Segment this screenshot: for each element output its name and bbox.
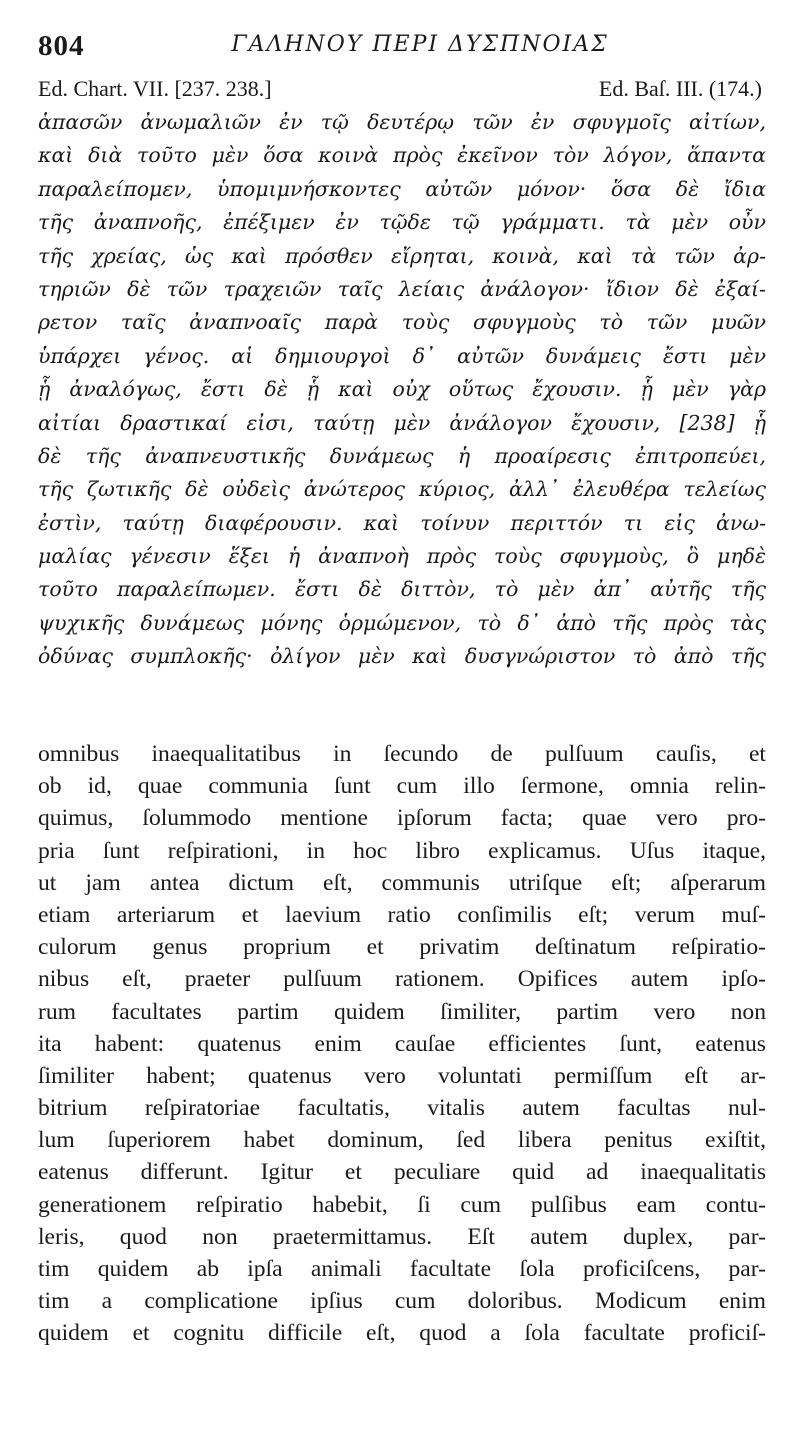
latin-text-line: tim quidem ab ipſa animali facultate ſola proficiſcens, par-: [38, 1256, 766, 1282]
greek-text-line: τῆς ἀναπνοῆς, ἐπέξιμεν ἐν τῷδε τῷ γράμματι. τὰ μὲν οὖν: [38, 210, 766, 235]
latin-text-line: etiam arteriarum et laevium ratio conſimilis eſt; verum muſ-: [38, 901, 766, 928]
greek-text-line: ὑπάρχει γένος. αἱ δημιουργοὶ δ᾽ αὐτῶν δυνάμεις ἔστι μὲν: [38, 343, 766, 368]
greek-text-line: ἐστὶν, ταύτῃ διαφέρουσιν. καὶ τοίνυν περιττόν τι εἰς ἀνω-: [38, 510, 766, 535]
latin-text-line: ut jam antea dictum eſt, communis utriſque eſt; aſperarum: [38, 869, 766, 896]
greek-text-line: τοῦτο παραλείπωμεν. ἔστι δὲ διττὸν, τὸ μὲν ἀπ᾽ αὐτῆς τῆς: [38, 577, 766, 602]
greek-text-line: ὀδύνας συμπλοκῆς· ὀλίγον μὲν καὶ δυσγνώριστον τὸ ἀπὸ τῆς: [38, 644, 766, 669]
edition-references: [38, 76, 762, 104]
latin-text-line: ob id, quae communia ſunt cum illo ſermone, omnia relin-: [38, 773, 766, 800]
greek-text-line: παραλείπομεν, ὑπομιμνήσκοντες αὐτῶν μόνον· ὅσα δὲ ἴδια: [38, 176, 766, 201]
latin-text-line: quidem et cognitu difficile eſt, quod a ſola facultate proficiſ-: [38, 1320, 766, 1347]
latin-text-line: nibus eſt, praeter pulſuum rationem. Opifices autem ipſo-: [38, 966, 766, 993]
greek-text-line: τῆς χρείας, ὡς καὶ πρόσθεν εἴρηται, κοινὰ, καὶ τὰ τῶν ἀρ-: [38, 243, 766, 268]
page-header: [38, 30, 762, 64]
latin-text-line: lum ſuperiorem habet dominum, ſed libera penitus exiſtit,: [38, 1127, 766, 1154]
greek-text-block: [38, 106, 766, 674]
latin-text-block: [38, 738, 766, 1350]
latin-text-line: bitrium reſpiratoriae facultatis, vitalis autem facultas nul-: [38, 1095, 766, 1122]
latin-text-line: omnibus inaequalitatibus in ſecundo de pulſuum cauſis, et: [38, 741, 766, 767]
latin-text-line: ſimiliter habent; quatenus vero voluntati permiſſum eſt ar-: [38, 1062, 766, 1089]
greek-text-line: ᾗ ἀναλόγως, ἔστι δὲ ᾗ καὶ οὐχ οὕτως ἔχουσιν. ᾗ μὲν γὰρ: [38, 377, 766, 402]
greek-text-line: καὶ διὰ τοῦτο μὲν ὅσα κοινὰ πρὸς ἐκεῖνον τὸν λόγον, ἅπαντα: [38, 143, 766, 168]
latin-text-line: leris, quod non praetermittamus. Eſt autem duplex, par-: [38, 1223, 766, 1250]
latin-text-line: generationem reſpiratio habebit, ſi cum pulſibus eam contu-: [38, 1191, 766, 1218]
latin-text-line: tim a complicatione ipſius cum doloribus. Modicum enim: [38, 1288, 766, 1315]
latin-text-line: ita habent: quatenus enim cauſae efficientes ſunt, eatenus: [38, 1030, 766, 1057]
latin-text-line: eatenus differunt. Igitur et peculiare quid ad inaequalitatis: [38, 1159, 766, 1186]
latin-text-line: pria ſunt reſpirationi, in hoc libro explicamus. Uſus itaque,: [38, 837, 766, 864]
greek-text-line: μαλίας γένεσιν ἕξει ἡ ἀναπνοὴ πρὸς τοὺς σφυγμοὺς, ὃ μηδὲ: [38, 544, 766, 569]
edition-reference-chartier: Ed. Chart. VII. [237. 238.]: [38, 76, 272, 101]
greek-text-line: τῆς ζωτικῆς δὲ οὐδεὶς ἀνώτερος κύριος, ἀλλ᾽ ἐλευθέρα τελείως: [38, 477, 766, 502]
page-number: 804: [38, 30, 85, 62]
greek-text-line: ἁπασῶν ἀνωμαλιῶν ἐν τῷ δευτέρῳ τῶν ἐν σφυγμοῖς αἰτίων,: [38, 110, 766, 134]
greek-text-line: αἰτίαι δραστικαί εἰσι, ταύτῃ μὲν ἀνάλογον ἔχουσιν, [238] ᾗ: [38, 410, 766, 435]
latin-text-line: quimus, ſolummodo mentione ipſorum facta; quae vero pro-: [38, 805, 766, 832]
edition-reference-basel: Ed. Baſ. III. (174.): [598, 76, 762, 101]
greek-text-line: ψυχικῆς δυνάμεως μόνης ὁρμώμενον, τὸ δ᾽ ἀπὸ τῆς πρὸς τὰς: [38, 610, 766, 635]
running-title: ΓΑΛΗΝΟΥ ΠΕΡΙ ΔΥΣΠΝΟΙΑΣ: [231, 32, 609, 57]
latin-text-line: culorum genus proprium et privatim deſtinatum reſpiratio-: [38, 934, 766, 961]
latin-text-line: rum facultates partim quidem ſimiliter, partim vero non: [38, 998, 766, 1025]
greek-text-line: τηριῶν δὲ τῶν τραχειῶν ταῖς λείαις ἀνάλογον· ἴδιον δὲ ἐξαί-: [38, 276, 766, 301]
greek-text-line: ρετον ταῖς ἀναπνοαῖς παρὰ τοὺς σφυγμοὺς τὸ τῶν μυῶν: [38, 310, 766, 335]
greek-text-line: δὲ τῆς ἀναπνευστικῆς δυνάμεως ἡ προαίρεσις ἐπιτροπεύει,: [38, 443, 766, 468]
